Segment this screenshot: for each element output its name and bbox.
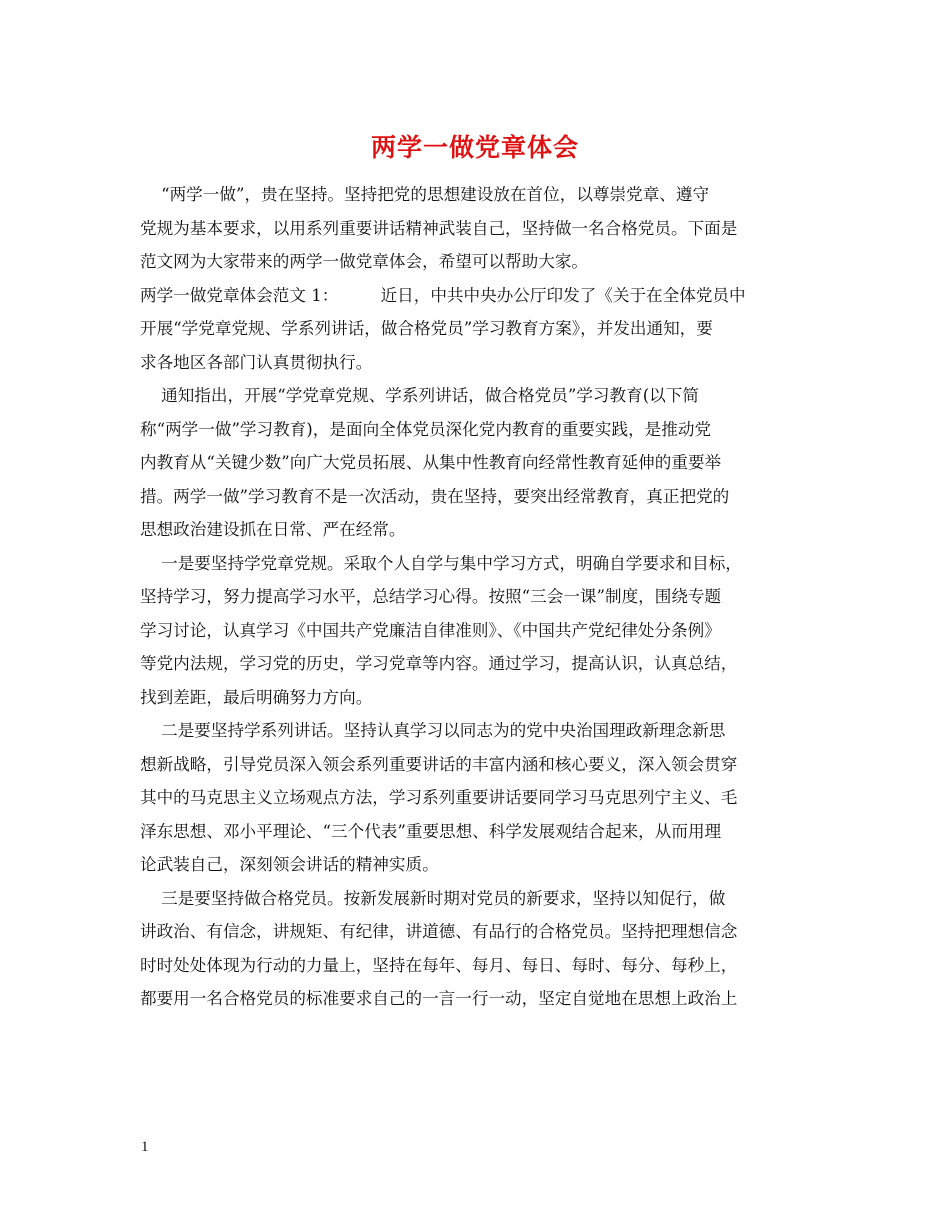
text-line: 想新战略，引导党员深入领会系列重要讲话的丰富内涵和核心要义，深入领会贯穿 [140, 754, 738, 774]
text-line: 时时处处体现为行动的力量上，坚持在每年、每月、每日、每时、每分、每秒上， [140, 955, 738, 975]
text-line: 找到差距，最后明确努力方向。 [140, 687, 373, 707]
text-line: 措。两学一做”学习教育不是一次活动，贵在坚持，要突出经常教育，真正把党的 [140, 486, 730, 506]
text-line: 党规为基本要求，以用系列重要讲话精神武装自己，坚持做一名合格党员。下面是 [140, 218, 738, 238]
text-line: 泽东思想、邓小平理论、“三个代表”重要思想、科学发展观结合起来，从而用理 [140, 821, 722, 841]
text-line: 三是要坚持做合格党员。按新发展新时期对党员的新要求，坚持以知促行，做 [140, 888, 726, 908]
text-line: 学习讨论，认真学习《中国共产党廉洁自律准则》、《中国共产党纪律处分条例》 [140, 620, 721, 640]
text-line: 论武装自己，深刻领会讲话的精神实质。 [140, 855, 439, 874]
text-line: 范文网为大家带来的两学一做党章体会，希望可以帮助大家。 [140, 252, 589, 271]
text-line: 等党内法规，学习党的历史，学习党章等内容。通过学习，提高认识，认真总结， [140, 654, 738, 673]
text-line: 两学一做党章体会范文 1： 近日，中共中央办公厅印发了《关于在全体党员中 [140, 285, 746, 305]
text-line: “两学一做”，贵在坚持。坚持把党的思想建设放在首位，以尊崇党章、遵守 [140, 185, 710, 204]
text-line: 讲政治、有信念，讲规矩、有纪律，讲道德、有品行的合格党员。坚持把理想信念 [140, 922, 738, 941]
text-line: 求各地区各部门认真贯彻执行。 [140, 352, 373, 372]
text-line: 都要用一名合格党员的标准要求自己的一言一行一动，坚定自觉地在思想上政治上 [140, 989, 738, 1008]
text-line: 坚持学习，努力提高学习水平，总结学习心得。按照“三会一课”制度，围绕专题 [140, 587, 722, 606]
page-number: 1 [141, 1139, 149, 1155]
text-line: 通知指出，开展“学党章党规、学系列讲话，做合格党员”学习教育(以下简 [140, 386, 699, 405]
text-line: 一是要坚持学党章党规。采取个人自学与集中学习方式，明确自学要求和目标， [140, 553, 742, 573]
document-title: 两学一做党章体会 [370, 133, 579, 162]
document-body [140, 178, 812, 1016]
text-line: 二是要坚持学系列讲话。坚持认真学习以同志为的党中央治国理政新理念新思 [140, 721, 726, 740]
text-line: 称“两学一做”学习教育)，是面向全体党员深化党内教育的重要实践，是推动党 [140, 419, 712, 439]
text-line: 开展“学党章党规、学系列讲话，做合格党员”学习教育方案》，并发出通知，要 [140, 319, 713, 338]
text-line: 内教育从“关键少数”向广大党员拓展、从集中性教育向经常性教育延伸的重要举 [140, 453, 722, 472]
text-line: 思想政治建设抓在日常、严在经常。 [140, 520, 406, 539]
text-line: 其中的马克思主义立场观点方法，学习系列重要讲话要同学习马克思列宁主义、毛 [140, 788, 738, 807]
